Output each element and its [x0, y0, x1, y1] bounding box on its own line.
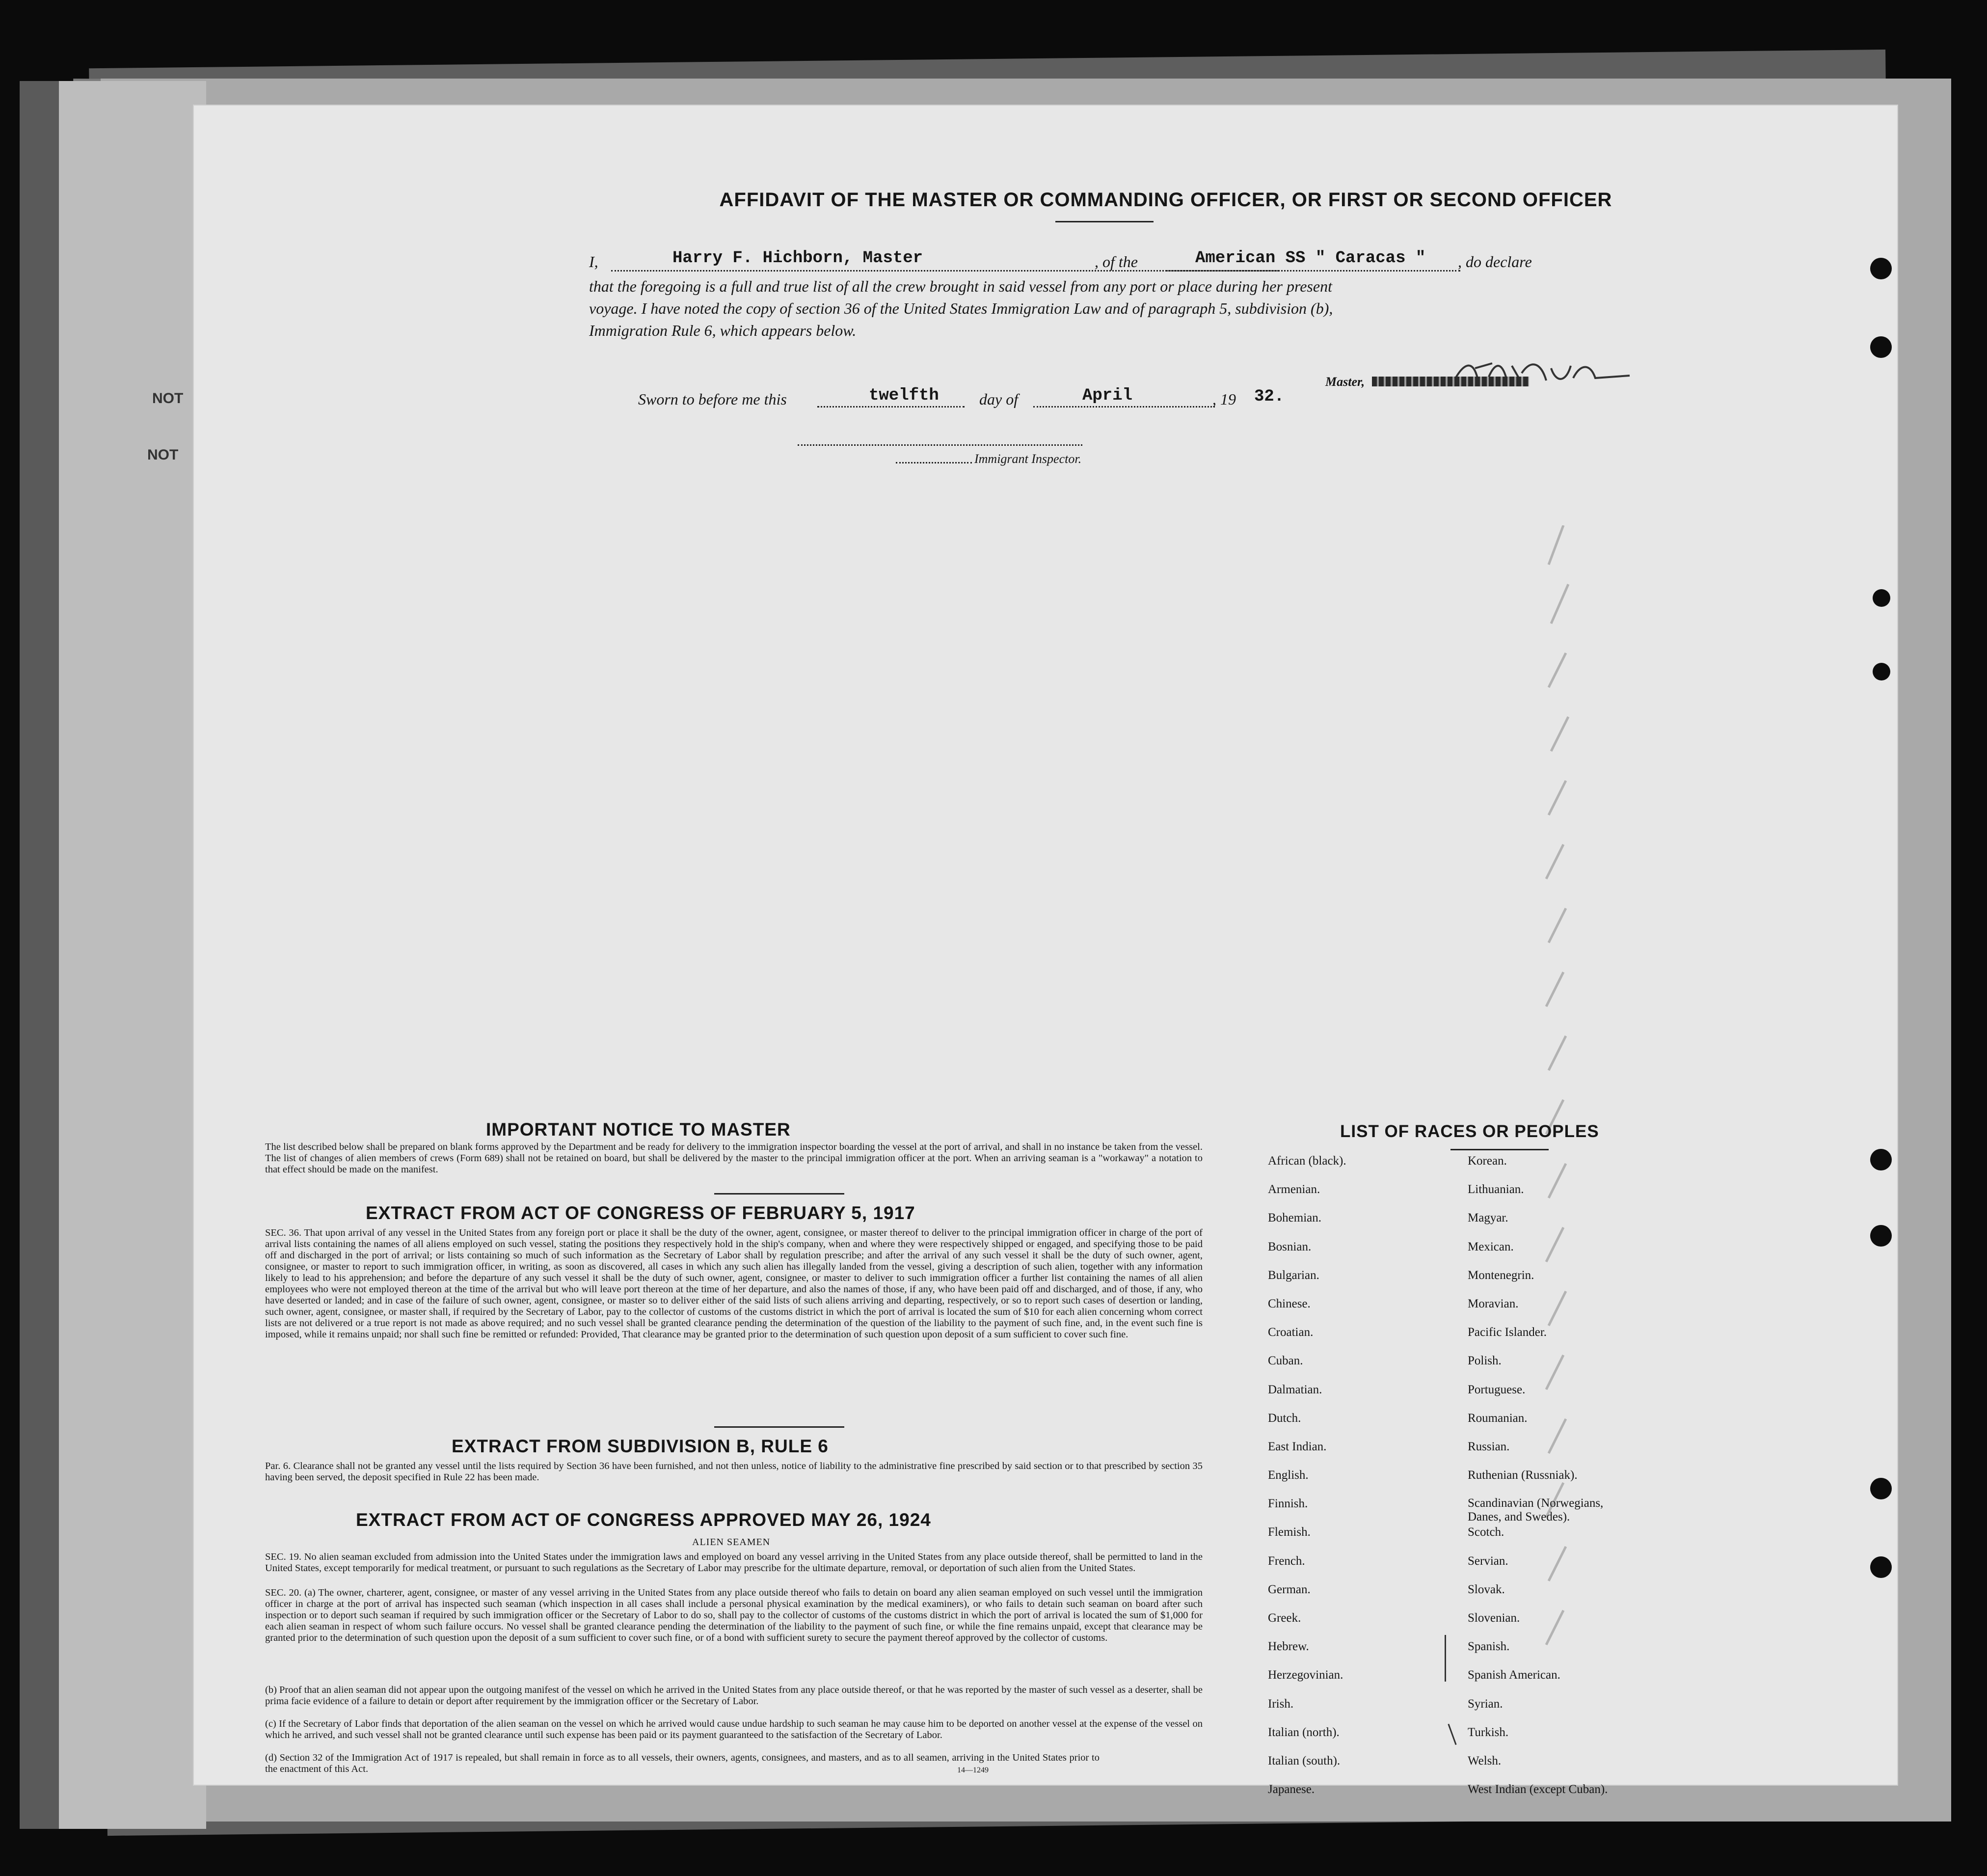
race-item: French. — [1268, 1554, 1305, 1568]
punch-hole — [1873, 663, 1890, 680]
race-item: Italian (north). — [1268, 1725, 1340, 1739]
race-item: Welsh. — [1468, 1754, 1502, 1767]
extract-1917-heading: EXTRACT FROM ACT OF CONGRESS OF FEBRUARY 5, 1917 — [366, 1203, 915, 1223]
do-declare-label: , do declare — [1458, 253, 1532, 271]
notice-text: The list described below shall be prepared on blank forms approved by the Department and be ready for delivery to the immigration inspector boarding the vessel at the port of arrival, and shall in no instance be taken from the vessel. The list of changes of alien members of crews (Form 689) shall not be retained on board, but shall be delivered by the master to the principal immigration officer at the port. When an arriving seaman is a "workaway" a notation to that effect should be made on the manifest. — [265, 1142, 1203, 1175]
race-item: Bohemian. — [1268, 1211, 1322, 1225]
race-item: Greek. — [1268, 1611, 1301, 1625]
race-item: Roumanian. — [1468, 1411, 1528, 1425]
master-signature — [1448, 353, 1635, 393]
race-item: Spanish. — [1468, 1640, 1510, 1654]
affidavit-text-line: that the foregoing is a full and true list of all the crew brought in said vessel from any port or place during her present — [589, 277, 1332, 295]
race-item: Flemish. — [1268, 1525, 1311, 1539]
inspector-caption: Immigrant Inspector. — [974, 452, 1082, 466]
race-item: Irish. — [1268, 1697, 1294, 1711]
underlying-ruled-sheet — [20, 81, 206, 1829]
section-divider — [1450, 1149, 1549, 1150]
race-item: Cuban. — [1268, 1354, 1303, 1368]
race-item: Slovak. — [1468, 1582, 1505, 1596]
punch-hole — [1870, 1225, 1892, 1247]
section-divider — [714, 1193, 844, 1195]
extract-1924-sec20d: (d) Section 32 of the Immigration Act of 1917 is repealed, but shall remain in force as to all vessels, their owners, agents, consignees, and masters, and as to all seamen, arriving in the United States prior to the enactment of this Act. — [265, 1752, 1100, 1774]
race-item: Dalmatian. — [1268, 1383, 1322, 1396]
race-item: Syrian. — [1468, 1697, 1503, 1711]
race-item: Servian. — [1468, 1554, 1508, 1568]
sworn-month: April — [1082, 386, 1133, 405]
punch-hole — [1870, 258, 1892, 279]
underlying-text: NOT — [152, 390, 184, 407]
race-item: Ruthenian (Russniak). — [1468, 1468, 1578, 1482]
race-item: Armenian. — [1268, 1183, 1320, 1196]
alien-seamen-subheading: ALIEN SEAMEN — [692, 1537, 771, 1548]
race-item: Finnish. — [1268, 1497, 1308, 1511]
race-item: Hebrew. — [1268, 1640, 1309, 1654]
affidavit-text-line: Immigration Rule 6, which appears below. — [589, 322, 857, 339]
race-item: German. — [1268, 1582, 1311, 1596]
race-item: Spanish American. — [1468, 1668, 1560, 1682]
race-item: West Indian (except Cuban). — [1468, 1783, 1608, 1796]
race-item: Portuguese. — [1468, 1383, 1526, 1396]
extract-1924-sec20b: (b) Proof that an alien seaman did not appear upon the outgoing manifest of the vessel on which he arrived in the United States from any place outside thereof, or that he was reported by the master of such vessel as a deserter, shall be prima facie evidence of a failure to detain or deport after requirement by the immigration officer or the Secretary of Labor. — [265, 1685, 1203, 1707]
race-item: Japanese. — [1268, 1783, 1315, 1796]
race-item: Polish. — [1468, 1354, 1502, 1368]
form-number: 14—1249 — [957, 1766, 989, 1774]
title-underline — [1055, 221, 1154, 222]
extract-1924-sec20c: (c) If the Secretary of Labor finds that deportation of the alien seaman on the vessel on which he arrived would cause undue hardship to such seaman he may cause him to be deported on another vessel at the expense of the vessel on which he arrived, and such vessel shall not be granted clearance until such expense has been paid or its payment guaranteed to the satisfaction of the Secretary of Labor. — [265, 1718, 1203, 1740]
binding-strip — [20, 81, 59, 1829]
races-list-right — [1468, 1154, 1630, 1811]
race-item: Mexican. — [1468, 1240, 1514, 1253]
punch-hole — [1870, 1478, 1892, 1499]
race-item: Dutch. — [1268, 1411, 1301, 1425]
race-item: African (black). — [1268, 1154, 1346, 1168]
punch-hole — [1870, 336, 1892, 358]
race-item: Italian (south). — [1268, 1754, 1341, 1767]
struck-out-title — [1372, 377, 1529, 386]
vessel-name: American SS " Caracas " — [1195, 249, 1426, 268]
sworn-label: Sworn to before me this — [638, 390, 787, 408]
race-item: Montenegrin. — [1468, 1268, 1534, 1282]
master-name: Harry F. Hichborn, Master — [672, 249, 923, 268]
extract-1924-heading: EXTRACT FROM ACT OF CONGRESS APPROVED MAY 26, 1924 — [356, 1510, 931, 1530]
races-list-left — [1268, 1154, 1346, 1811]
extract-1924-sec20a: SEC. 20. (a) The owner, charterer, agent, consignee, or master of any vessel arriving in the United States from any place outside thereof who fails to detain on board any alien seaman employed on such vessel until the immigration officer in charge at the port of arrival has inspected such seaman (which inspection in all cases shall include a personal physical examination by the medical examiners), or who fails to detain such seaman on board after such inspection or to deport such seaman if required by such immigration officer or the Secretary of Labor to do so, shall pay to the collector of customs of the customs district in which the port of arrival is located the sum of $1,000 for each alien seaman in respect of whom such failure occurs. No vessel shall be granted clearance pending the determination of the liability to the payment of such fine, or while the fine remains unpaid, except that clearance may be granted prior to the determination of such question upon the deposit of a sum sufficient to cover such fine, or of a bond with sufficient surety to secure the payment thereof approved by the collector of customs. — [265, 1587, 1203, 1643]
sworn-day: twelfth — [869, 386, 939, 405]
extract-1924-sec19: SEC. 19. No alien seaman excluded from admission into the United States under the immigration laws and employed on board any vessel arriving in the United States from any place outside thereof, shall be permitted to land in the United States, except temporarily for medical treatment, or pursuant to such regulations as the Secretary of Labor may prescribe for the ultimate departure, removal, or deportation of such alien from the United States. — [265, 1551, 1203, 1574]
race-item: Turkish. — [1468, 1725, 1509, 1739]
pencil-mark — [1448, 1724, 1456, 1745]
master-caption: Master, — [1325, 375, 1365, 389]
race-item: Magyar. — [1468, 1211, 1508, 1225]
race-item: Russian. — [1468, 1440, 1510, 1453]
affidavit-page — [194, 106, 1897, 1796]
extract-rule6-heading: EXTRACT FROM SUBDIVISION B, RULE 6 — [452, 1436, 829, 1456]
race-item: Croatian. — [1268, 1326, 1314, 1339]
races-heading: LIST OF RACES OR PEOPLES — [1340, 1122, 1599, 1141]
race-item: Slovenian. — [1468, 1611, 1520, 1625]
race-item: Scandinavian (Norwegians, Danes, and Swedes). — [1468, 1496, 1604, 1524]
year-prefix: , 19 — [1212, 390, 1236, 408]
pencil-mark — [1445, 1635, 1446, 1682]
extract-rule6-text: Par. 6. Clearance shall not be granted any vessel until the lists required by Section 36 have been furnished, and not then unless, notice of liability to the administrative fine prescribed by said section or to that prescribed by section 35 having been served, the deposit specified in Rule 22 has been made. — [265, 1461, 1203, 1483]
race-item: Lithuanian. — [1468, 1183, 1524, 1196]
race-item: Korean. — [1468, 1154, 1507, 1168]
race-item: Pacific Islander. — [1468, 1326, 1547, 1339]
affidavit-text-line: voyage. I have noted the copy of section 36 of the United States Immigration Law and of paragraph 5, subdivision (b), — [589, 299, 1333, 317]
race-item: Herzegovinian. — [1268, 1668, 1343, 1682]
underlying-text: NOT — [147, 447, 179, 463]
day-of-label: day of — [979, 390, 1019, 408]
extract-1917-text: SEC. 36. That upon arrival of any vessel in the United States from any foreign port or place it shall be the duty of the owner, agent, consignee, or master thereof to deliver to the principal immigration officer in charge of the port of arrival lists containing the names of all aliens employed on such vessel, stating the positions they respectively hold in the ship's company, when and where they were respectively shipped or engaged, and specifying those to be paid off and discharged in the port of arrival; or lists containing so much of such information as the Secretary of Labor shall by regulation prescribe; and after the arrival of any such vessel it shall be the duty of such owner, agent, consignee, or master to report to such immigration officer, in writing, as soon as discovered, all cases in which any such alien has illegally landed from the vessel, giving a description of such alien, together with any information likely to lead to his apprehension; and before the departure of any such vessel it shall be the duty of such owner, agent, consignee, or master to deliver to such immigration officer a further list containing the names of all alien employees who were not employed thereon at the time of the arrival but who will leave port thereon at the time of her departure, and also the names of those, if any, who have been paid off and discharged, and of those, if any, who have deserted or landed; and in case of the failure of such owner, agent, consignee, or master so to deliver either of the said lists of such aliens arriving and departing, respectively, or so to report such cases of desertion or landing, such owner, agent, consignee, or master shall, if required by the Secretary of Labor, pay to the collector of customs of the customs district in which the port of arrival is located the sum of $10 for each alien concerning whom correct lists are not delivered or a true report is not made as above required; and no such vessel shall be granted clearance pending the determination of the question of the liability to the payment of such fine, and, in the event such fine is imposed, while it remains unpaid; nor shall such fine be remitted or refunded: Provided, That clearance may be granted prior to the determination of such question upon deposit of a sum sufficient to cover such fine. — [265, 1227, 1203, 1340]
race-item: English. — [1268, 1468, 1309, 1482]
race-item: East Indian. — [1268, 1440, 1327, 1453]
affidavit-title: AFFIDAVIT OF THE MASTER OR COMMANDING OFFICER, OR FIRST OR SECOND OFFICER — [719, 189, 1612, 211]
race-item: Bulgarian. — [1268, 1268, 1319, 1282]
punch-hole — [1870, 1149, 1892, 1170]
of-the-label: , of the — [1095, 253, 1138, 271]
race-item: Chinese. — [1268, 1297, 1311, 1310]
section-divider — [714, 1426, 844, 1428]
notice-heading: IMPORTANT NOTICE TO MASTER — [486, 1119, 791, 1140]
sworn-year: 32. — [1254, 387, 1285, 406]
punch-hole — [1870, 1556, 1892, 1578]
race-item: Moravian. — [1468, 1297, 1519, 1310]
race-item: Scotch. — [1468, 1525, 1504, 1539]
punch-hole — [1873, 589, 1890, 607]
i-label: I, — [589, 253, 598, 271]
race-item: Bosnian. — [1268, 1240, 1312, 1253]
